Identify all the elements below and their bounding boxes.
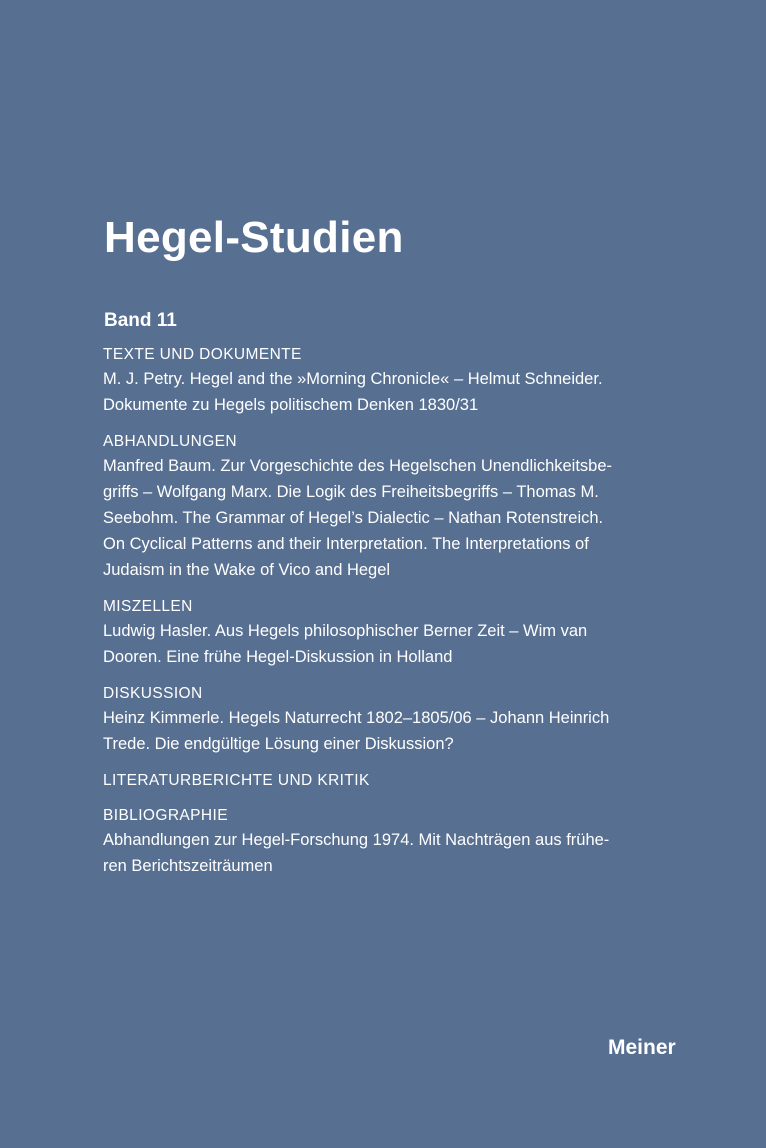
toc-section-miszellen — [103, 595, 663, 670]
section-text-line: On Cyclical Patterns and their Interpretation. The Interpretations of — [103, 535, 589, 553]
section-heading: ABHANDLUNGEN — [103, 433, 237, 450]
section-text-line: Trede. Die endgültige Lösung einer Diskussion? — [103, 735, 454, 753]
section-heading: DISKUSSION — [103, 685, 203, 702]
toc-section-texte-und-dokumente — [103, 343, 663, 418]
section-heading: LITERATURBERICHTE UND KRITIK — [103, 772, 370, 789]
toc-section-literaturberichte-und-kritik — [103, 769, 663, 792]
toc-section-abhandlungen — [103, 430, 663, 583]
section-text-line: Ludwig Hasler. Aus Hegels philosophischer Berner Zeit – Wim van — [103, 622, 588, 640]
section-heading: TEXTE UND DOKUMENTE — [103, 346, 302, 363]
section-text-line: Manfred Baum. Zur Vorgeschichte des Hegelschen Unendlichkeitsbe- — [103, 457, 613, 475]
publisher-logo-text: Meiner — [608, 1036, 676, 1059]
section-text-line: ren Berichtszeiträumen — [103, 857, 273, 875]
section-text-line: Dokumente zu Hegels politischem Denken 1830/31 — [103, 396, 479, 414]
section-heading: MISZELLEN — [103, 598, 193, 615]
section-heading: BIBLIOGRAPHIE — [103, 807, 228, 824]
section-text-line: Heinz Kimmerle. Hegels Naturrecht 1802–1805/06 – Johann Heinrich — [103, 709, 610, 727]
toc-section-diskussion — [103, 682, 663, 757]
section-text-line: Seebohm. The Grammar of Hegel’s Dialectic – Nathan Rotenstreich. — [103, 509, 604, 527]
volume-number: Band 11 — [104, 310, 177, 331]
section-text-line: Dooren. Eine frühe Hegel-Diskussion in Holland — [103, 648, 453, 666]
toc-section-bibliographie — [103, 804, 663, 879]
book-title: Hegel-Studien — [104, 213, 404, 262]
section-text-line: Abhandlungen zur Hegel-Forschung 1974. Mit Nachträgen aus frühe- — [103, 831, 610, 849]
section-text-line: griffs – Wolfgang Marx. Die Logik des Freiheitsbegriffs – Thomas M. — [103, 483, 599, 501]
table-of-contents — [103, 343, 663, 891]
section-text-line: M. J. Petry. Hegel and the »Morning Chronicle« – Helmut Schneider. — [103, 370, 603, 388]
section-text-line: Judaism in the Wake of Vico and Hegel — [103, 561, 391, 579]
